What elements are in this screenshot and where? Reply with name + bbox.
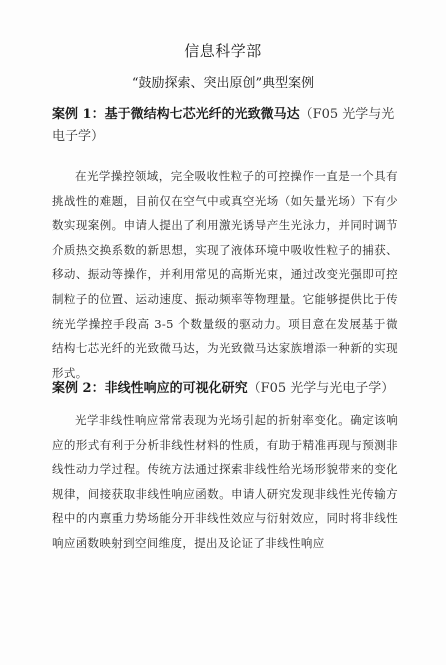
case-2-title: 非线性响应的可视化研究 xyxy=(104,381,248,396)
case-1-heading xyxy=(52,104,402,148)
case-2-field: （F05 光学与光电子学） xyxy=(247,381,395,396)
case-2-label: 案例 2： xyxy=(52,381,105,396)
case-2-heading xyxy=(52,378,402,400)
case-1-title: 基于微结构七芯光纤的光致微马达 xyxy=(104,107,300,122)
case-1-field: （F05 光学与光电子学） xyxy=(52,107,395,144)
case-1-label: 案例 1： xyxy=(52,107,105,122)
case-1-paragraph: 在光学操控领域，完全吸收性粒子的可控操作一直是一个具有挑战性的难题，目前仅在空气中或真空光场（如矢量光场）下有少数实现案例。申请人提出了利用激光诱导产生光泳力，并同时调节介质热交换系数的新思想，实现了液体环境中吸收性粒子的捕获、移动、振动等操作，并利用常见的高斯光束，通过改变光强即可控制粒子的位置、运动速度、振动频率等物理量。它能够提供比于传统光学操控手段高 3-5 个数量级的驱动力。项目意在发展基于微结构七芯光纤的光致微马达，为光致微马达家族增添一种新的实现形式。 xyxy=(52,169,398,380)
case-2-paragraph: 光学非线性响应常常表现为光场引起的折射率变化。确定该响应的形式有利于分析非线性材料的性质，有助于精准再现与预测非线性动力学过程。传统方法通过探索非线性给光场形貌带来的变化规律，间接获取非线性响应函数。申请人研究发现非线性光传输方程中的内禀重力势场能分开非线性效应与衍射效应，同时将非线性响应函数映射到空间维度，提出及论证了非线性响应 xyxy=(52,413,398,550)
document-subtitle: “鼓励探索、突出原创”典型案例 xyxy=(131,76,315,91)
department-title: 信息科学部 xyxy=(184,42,262,60)
